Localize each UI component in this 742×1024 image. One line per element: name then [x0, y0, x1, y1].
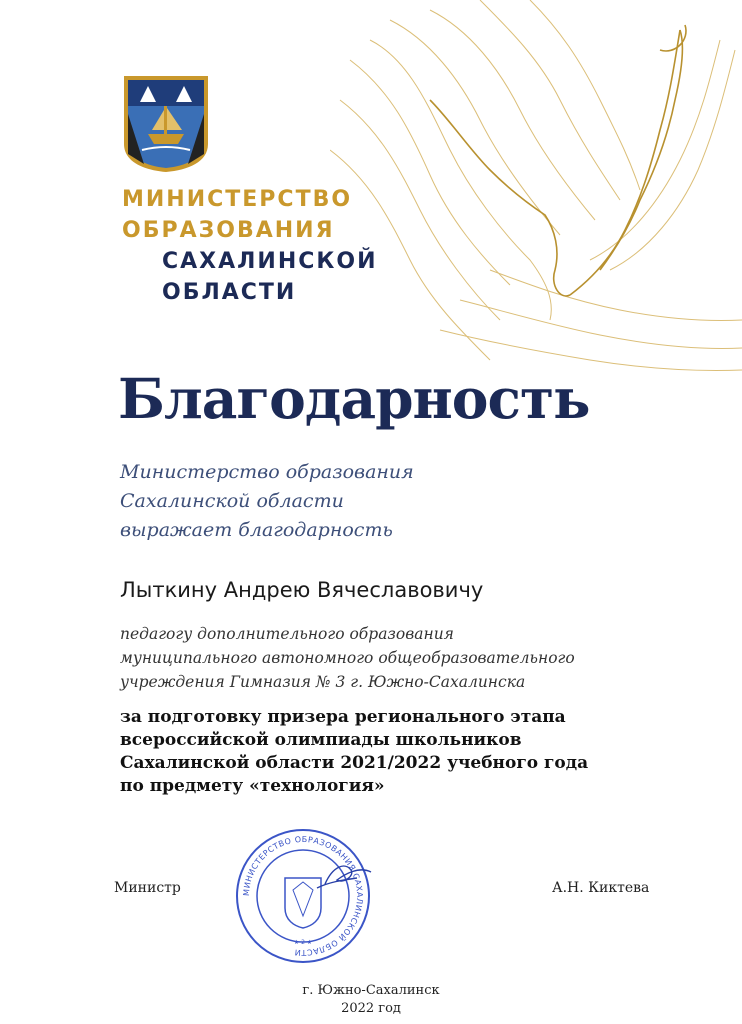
issue-place-date	[0, 982, 742, 1018]
reason-line-1: за подготовку призера регионального этапа	[120, 707, 566, 727]
svg-text:★ 2 ★: ★ 2 ★	[293, 939, 313, 946]
reason-line-2: всероссийской олимпиады школьников	[120, 730, 522, 750]
issue-city: г. Южно-Сахалинск	[302, 983, 440, 998]
recipient-position	[120, 622, 575, 694]
certificate-title: Благодарность	[118, 366, 590, 431]
sakhalin-coat-of-arms	[122, 74, 210, 174]
signatory-name: А.Н. Киктева	[552, 880, 650, 896]
award-reason	[120, 706, 588, 798]
ministry-line-3: САХАЛИНСКОЙ	[162, 249, 378, 274]
ministry-line-2: ОБРАЗОВАНИЯ	[122, 218, 335, 243]
intro-line-3: выражает благодарность	[120, 519, 393, 541]
reason-line-4: по предмету «технология»	[120, 776, 385, 796]
position-line-3: учреждения Гимназия № 3 г. Южно-Сахалинска	[120, 673, 526, 691]
reason-line-3: Сахалинской области 2021/2022 учебного года	[120, 753, 589, 773]
position-line-2: муниципального автономного общеобразовательного	[120, 649, 575, 667]
position-line-1: педагогу дополнительного образования	[120, 625, 454, 643]
sakhalin-map-decoration	[330, 0, 742, 390]
recipient-name: Лыткину Андрею Вячеславовичу	[120, 578, 484, 602]
intro-text	[120, 458, 414, 545]
intro-line-2: Сахалинской области	[120, 490, 344, 512]
ministry-line-1: МИНИСТЕРСТВО	[122, 187, 353, 212]
official-stamp	[233, 826, 373, 966]
stamp-text: МИНИСТЕРСТВО ОБРАЗОВАНИЯ САХАЛИНСКОЙ ОБЛАСТИ	[241, 834, 365, 958]
signatory-role: Министр	[114, 880, 181, 896]
ministry-line-4: ОБЛАСТИ	[162, 280, 297, 305]
intro-line-1: Министерство образования	[120, 461, 414, 483]
ministry-logo-text	[122, 184, 378, 308]
issue-year: 2022 год	[341, 1001, 401, 1016]
